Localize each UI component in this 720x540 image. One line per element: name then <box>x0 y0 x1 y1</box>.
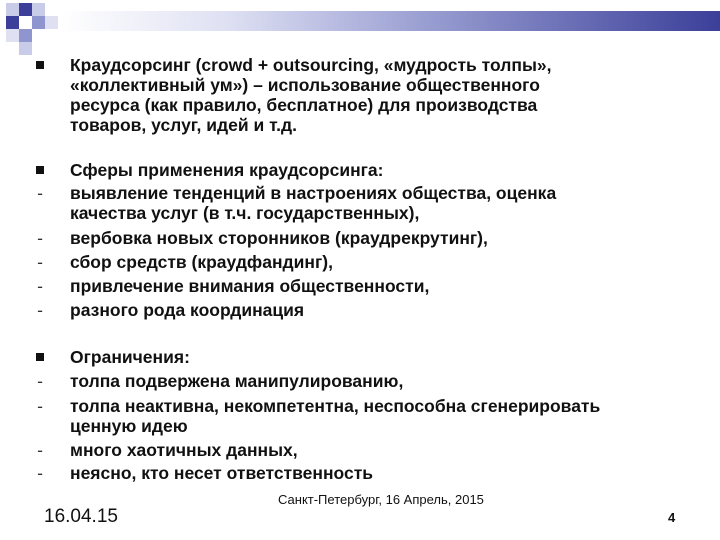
dash-bullet: - <box>37 440 43 460</box>
list-item-text: много хаотичных данных, <box>70 440 298 460</box>
list-item-text: сбор средств (краудфандинг), <box>70 252 333 272</box>
list-item-text: неясно, кто несет ответственность <box>70 463 374 483</box>
checker-square <box>19 29 32 42</box>
checker-square <box>19 42 32 55</box>
applications-heading: Сферы применения краудсорсинга: <box>70 160 384 180</box>
dash-bullet: - <box>37 396 43 416</box>
footer-date: 16.04.15 <box>44 506 118 527</box>
dash-bullet: - <box>37 463 43 483</box>
list-item-text: толпа подвержена манипулированию, <box>70 371 404 391</box>
list-item-text: вербовка новых сторонников (краудрекрутинг), <box>70 228 488 248</box>
list-item-text: выявление тенденций в настроениях общества, оценка <box>70 183 557 203</box>
dash-bullet: - <box>37 276 43 296</box>
dash-bullet: - <box>37 183 43 203</box>
definition-line: Краудсорсинг (crowd + outsourcing, «мудрость толпы», <box>70 55 552 75</box>
list-item-text: толпа неактивна, некомпетентна, неспособна сгенерировать <box>70 396 601 416</box>
decorative-checker-pattern <box>0 0 60 60</box>
checker-square <box>19 3 32 16</box>
dash-bullet: - <box>37 300 43 320</box>
list-item-text: разного рода координация <box>70 300 305 320</box>
checker-square <box>32 16 45 29</box>
definition-line: товаров, услуг, идей и т.д. <box>70 115 297 135</box>
checker-square <box>32 29 45 42</box>
square-bullet-icon <box>30 160 50 174</box>
definition-line: «коллективный ум») – использование общественного <box>70 75 540 95</box>
dash-bullet: - <box>37 371 43 391</box>
square-bullet-icon <box>30 347 50 361</box>
list-item-text: ценную идею <box>70 416 188 436</box>
checker-square <box>6 29 19 42</box>
checker-square <box>19 16 32 29</box>
list-item-text: качества услуг (в т.ч. государственных), <box>70 203 420 223</box>
limitations-heading: Ограничения: <box>70 347 190 367</box>
checker-square <box>45 16 58 29</box>
footer-location-date: Санкт-Петербург, 16 Апрель, 2015 <box>278 492 484 507</box>
dash-bullet: - <box>37 252 43 272</box>
list-item-text: привлечение внимания общественности, <box>70 276 430 296</box>
page-number: 4 <box>668 510 676 525</box>
checker-square <box>6 3 19 16</box>
square-bullet-icon <box>30 55 50 69</box>
checker-square <box>32 3 45 16</box>
definition-line: ресурса (как правило, бесплатное) для производства <box>70 95 538 115</box>
header-gradient-band <box>60 11 720 31</box>
checker-square <box>6 16 19 29</box>
dash-bullet: - <box>37 228 43 248</box>
